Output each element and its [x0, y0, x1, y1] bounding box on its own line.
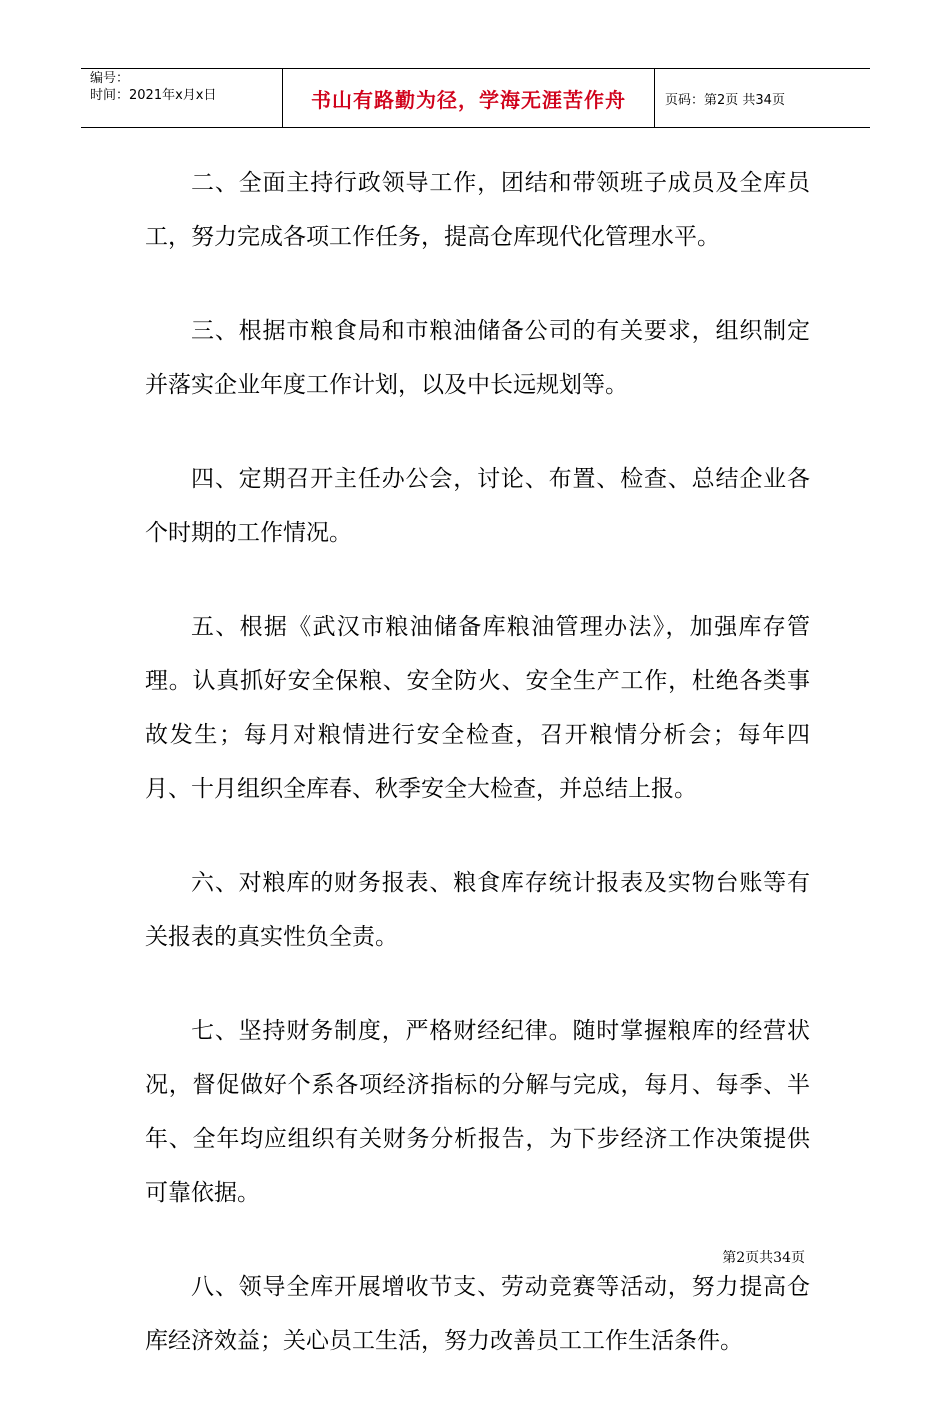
- page-footer-number: 第2页共34页: [722, 1250, 805, 1266]
- paragraph: 三、根据市粮食局和市粮油储备公司的有关要求，组织制定并落实企业年度工作计划，以及中长远规划等。: [145, 318, 810, 398]
- paragraph: 四、定期召开主任办公会，讨论、布置、检查、总结企业各个时期的工作情况。: [145, 466, 810, 546]
- header-info-cell: [81, 69, 283, 127]
- paragraph: 二、全面主持行政领导工作，团结和带领班子成员及全库员工，努力完成各项工作任务，提高仓库现代化管理水平。: [145, 170, 810, 250]
- header-page-number: 页码：第2页 共34页: [665, 92, 785, 108]
- document-time-label: 时间：2021年x月x日: [90, 88, 217, 103]
- header-motto: 书山有路勤为径，学海无涯苦作舟: [283, 69, 655, 127]
- paragraph: 五、根据《武汉市粮油储备库粮油管理办法》，加强库存管理。认真抓好安全保粮、安全防火、安全生产工作，杜绝各类事故发生；每月对粮情进行安全检查，召开粮情分析会；每年四月、十月组织全库春、秋季安全大检查，并总结上报。: [145, 614, 810, 802]
- paragraph: 七、坚持财务制度，严格财经纪律。随时掌握粮库的经营状况，督促做好个系各项经济指标的分解与完成，每月、每季、半年、全年均应组织有关财务分析报告，为下步经济工作决策提供可靠依据。: [145, 1018, 810, 1206]
- document-number-label: 编号：: [90, 71, 130, 86]
- paragraph: 六、对粮库的财务报表、粮食库存统计报表及实物台账等有关报表的真实性负全责。: [145, 870, 810, 950]
- paragraph: 八、领导全库开展增收节支、劳动竞赛等活动，努力提高仓库经济效益；关心员工生活，努力改善员工工作生活条件。: [145, 1274, 810, 1354]
- page-header: [81, 68, 870, 128]
- document-body: [145, 156, 810, 1408]
